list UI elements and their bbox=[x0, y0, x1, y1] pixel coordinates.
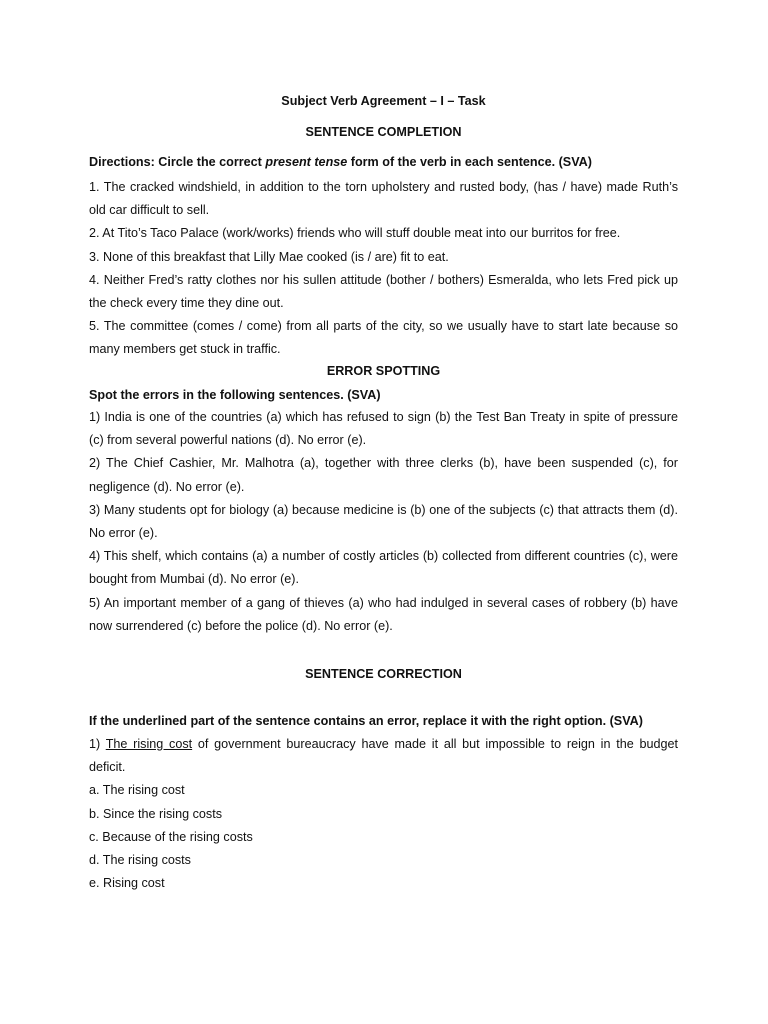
question-text: of government bureaucracy have made it all but impossible to reign in the budget deficit. bbox=[89, 737, 679, 775]
sentence-completion-item-2: 2. At Tito’s Taco Palace (work/works) friends who will stuff double meat into our burritos for free. bbox=[89, 226, 621, 241]
option-c: c. Because of the rising costs bbox=[89, 829, 253, 844]
error-spotting-list bbox=[89, 406, 678, 638]
sentence-completion-item-5: 5. The committee (comes / come) from all parts of the city, so we usually have to start late because so many members get stuck in traffic. bbox=[89, 319, 678, 357]
error-spotting-item-1: 1) India is one of the countries (a) which has refused to sign (b) the Test Ban Treaty in spite of pressure (c) from several powerful nations (d). No error (e). bbox=[89, 410, 678, 448]
directions-text-start: Directions: Circle the correct bbox=[89, 155, 266, 169]
sentence-completion-heading: SENTENCE COMPLETION bbox=[305, 125, 462, 139]
option-e: e. Rising cost bbox=[89, 876, 165, 891]
option-b: b. Since the rising costs bbox=[89, 806, 222, 821]
error-spotting-item-2: 2) The Chief Cashier, Mr. Malhotra (a), together with three clerks (b), have been suspended (c), for negligence (d). No error (e). bbox=[89, 456, 678, 494]
directions-text-end: form of the verb in each sentence. (SVA) bbox=[347, 155, 592, 169]
option-d: d. The rising costs bbox=[89, 853, 191, 868]
document-title: Subject Verb Agreement – I – Task bbox=[281, 94, 486, 108]
sentence-correction-directions: If the underlined part of the sentence contains an error, replace it with the right option. (SVA) bbox=[89, 714, 643, 728]
directions-italic-text: present tense bbox=[265, 155, 348, 169]
error-spotting-item-5: 5) An important member of a gang of thieves (a) who had indulged in several cases of robbery (b) have now surrendered (c) before the police (d). No error (e). bbox=[89, 595, 678, 633]
sentence-completion-item-1: 1. The cracked windshield, in addition to the torn upholstery and rusted body, (has / have) made Ruth’s old car difficult to sell. bbox=[89, 180, 678, 218]
error-spotting-item-3: 3) Many students opt for biology (a) because medicine is (b) one of the subjects (c) that attracts them (d). No error (e). bbox=[89, 502, 678, 541]
error-spotting-item-4: 4) This shelf, which contains (a) a number of costly articles (b) collected from different countries (c), were bought from Mumbai (d). No error (e). bbox=[89, 549, 678, 587]
sentence-completion-list bbox=[89, 176, 678, 362]
underlined-phrase: The rising cost bbox=[105, 737, 193, 751]
sentence-completion-directions bbox=[89, 153, 678, 171]
sentence-correction-heading: SENTENCE CORRECTION bbox=[305, 667, 462, 681]
sentence-completion-item-4: 4. Neither Fred’s ratty clothes nor his sullen attitude (bother / bothers) Esmeralda, who lets Fred pick up the check every time they dine out. bbox=[89, 272, 678, 311]
sentence-correction-question bbox=[89, 733, 678, 895]
option-a: a. The rising cost bbox=[89, 783, 185, 798]
question-number: 1) bbox=[89, 737, 106, 751]
error-spotting-directions: Spot the errors in the following sentences. (SVA) bbox=[89, 388, 381, 402]
sentence-correction-question-1 bbox=[89, 733, 678, 779]
sentence-completion-item-3: 3. None of this breakfast that Lilly Mae cooked (is / are) fit to eat. bbox=[89, 249, 449, 264]
error-spotting-heading: ERROR SPOTTING bbox=[326, 364, 441, 378]
